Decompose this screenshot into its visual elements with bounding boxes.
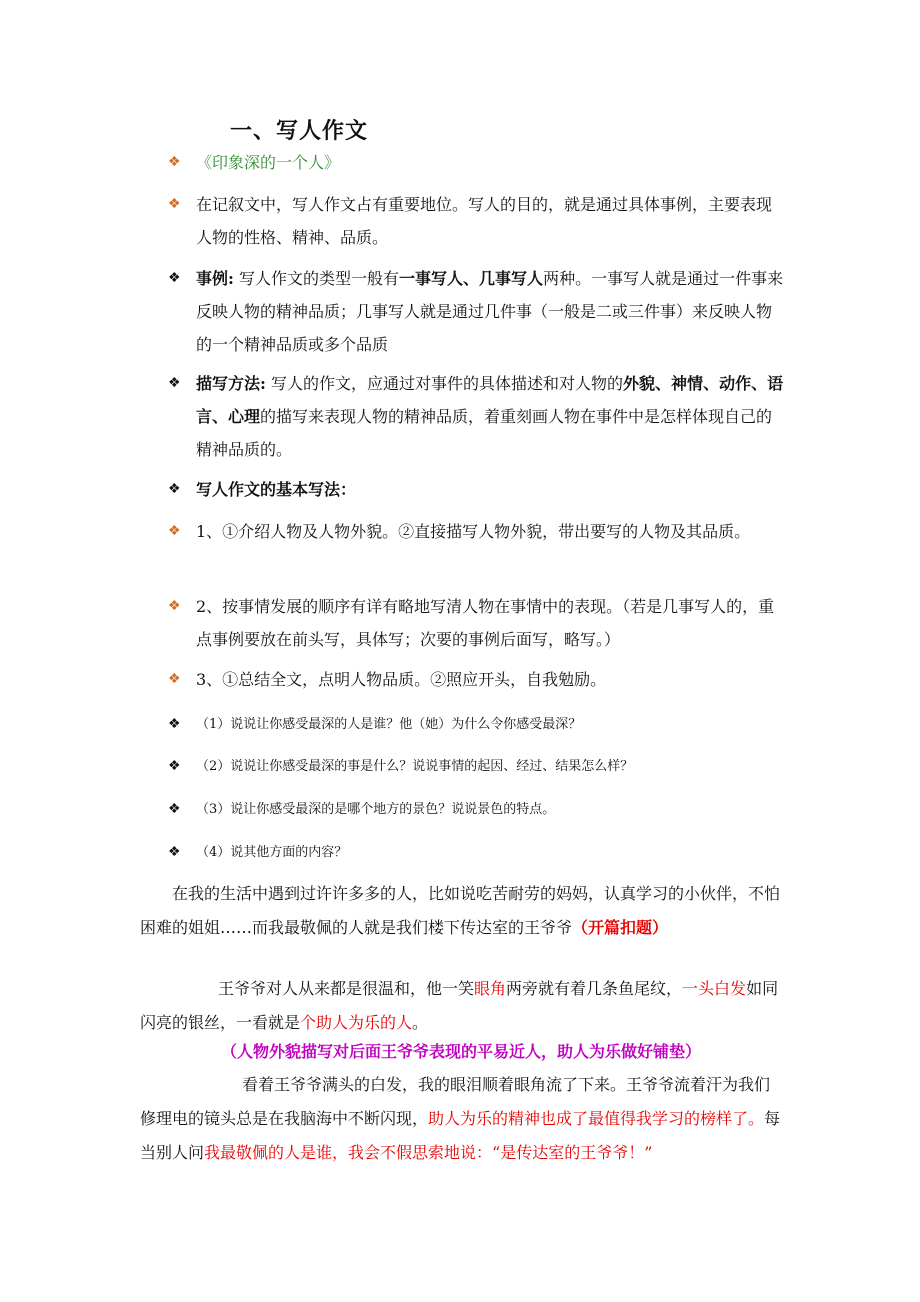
diamond-bullet-icon: ❖	[168, 154, 181, 170]
diamond-bullet-icon: ❖	[168, 270, 181, 286]
question-4-text: （4）说其他方面的内容？	[196, 845, 348, 860]
step-3-text: 3、①总结全文，点明人物品质。②照应开头，自我勉励。	[196, 670, 607, 689]
step-2-text: 2、按事情发展的顺序有详有略地写清人物在事情中的表现。（若是几事写人的，重点事例要放在前头写，具体写；次要的事例后面写，略写。）	[196, 597, 775, 649]
step-1-text: 1、①介绍人物及人物外貌。②直接描写人物外貌，带出要写的人物及其品质。	[196, 522, 751, 541]
question-1-text: （1）说说让你感受最深的人是谁？他（她）为什么令你感受最深？	[196, 717, 582, 732]
section-heading: 一、写人作文	[230, 119, 369, 144]
diamond-bullet-icon: ❖	[168, 716, 181, 732]
question-2-text: （2）说说让你感受最深的事是什么？说说事情的起因、经过、结果怎么样？	[196, 759, 634, 774]
essay-paragraph-1: 在我的生活中遇到过许许多多的人，比如说吃苦耐劳的妈妈，认真学习的小伙伴，不怕困难的姐姐……而我最敬佩的人就是我们楼下传达室的王爷爷（开篇扣题）	[140, 884, 781, 937]
diamond-bullet-icon: ❖	[168, 523, 181, 539]
diamond-bullet-icon: ❖	[168, 801, 181, 817]
essay-note-appearance: （人物外貌描写对后面王爷爷表现的平易近人，助人为乐做好铺垫）	[220, 1042, 701, 1061]
diamond-bullet-icon: ❖	[168, 844, 181, 860]
essay-note-opening: （开篇扣题）	[572, 918, 669, 937]
diamond-bullet-icon: ❖	[168, 671, 181, 687]
basic-methods-heading: 写人作文的基本写法：	[196, 480, 357, 499]
essay-paragraph-3: 看着王爷爷满头的白发，我的眼泪顺着眼角流了下来。王爷爷流着汗为我们修理电的镜头总是在我脑海中不断闪现，助人为乐的精神也成了最值得我学习的榜样了。每当别人问我最敬佩的人是谁，我会不假思索地说：“是传达室的王爷爷！”	[140, 1075, 781, 1162]
examples-text: 事例: 写人作文的类型一般有一事写人、几事写人两种。一事写人就是通过一件事来反映人物的精神品质；几事写人就是通过几件事（一般是二或三件事）来反映人物的一个精神品质或多个品质	[196, 269, 784, 354]
methods-label: 描写方法:	[196, 374, 266, 393]
question-3-text: （3）说让你感受最深的是哪个地方的景色？说说景色的特点。	[196, 802, 556, 817]
examples-label: 事例:	[196, 269, 234, 288]
methods-text: 描写方法: 写人的作文，应通过对事件的具体描述和对人物的外貌、神情、动作、语言、心理的描写来表现人物的精神品质，着重刻画人物在事件中是怎样体现自己的精神品质的。	[196, 374, 784, 459]
diamond-bullet-icon: ❖	[168, 481, 181, 497]
essay-paragraph-2: 王爷爷对人从来都是很温和，他一笑眼角两旁就有着几条鱼尾纹，一头白发如同闪亮的银丝，一看就是个助人为乐的人。	[140, 979, 779, 1032]
diamond-bullet-icon: ❖	[168, 196, 181, 212]
diamond-bullet-icon: ❖	[168, 375, 181, 391]
diamond-bullet-icon: ❖	[168, 598, 181, 614]
topic-title: 《印象深的一个人》	[196, 153, 341, 172]
intro-text: 在记叙文中，写人作文占有重要地位。写人的目的，就是通过具体事例，主要表现人物的性格、精神、品质。	[196, 195, 773, 247]
diamond-bullet-icon: ❖	[168, 758, 181, 774]
